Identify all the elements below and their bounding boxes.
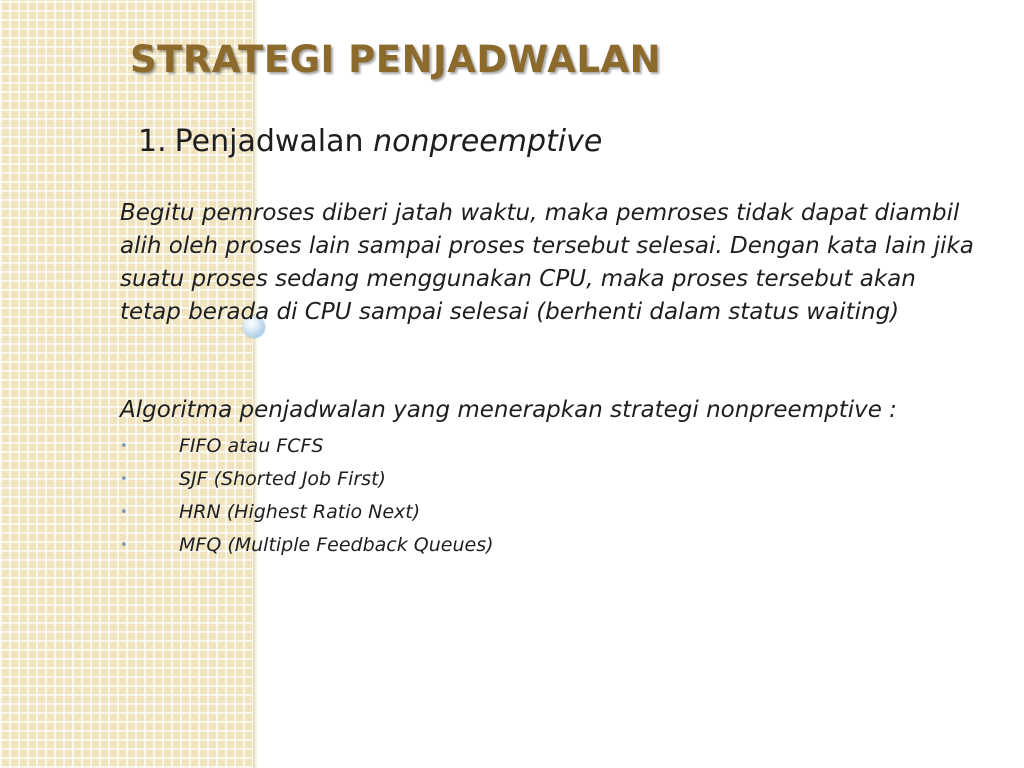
algorithm-label: FIFO atau FCFS xyxy=(179,435,324,457)
algorithm-label: HRN (Highest Ratio Next) xyxy=(179,501,421,523)
subheading-number: 1. xyxy=(138,124,167,159)
subheading-emphasis: nonpreemptive xyxy=(373,124,603,159)
algorithm-label: SJF (Shorted Job First) xyxy=(179,468,386,490)
bullet-icon: • xyxy=(120,538,128,553)
slide-title: STRATEGI PENJADWALAN xyxy=(130,38,662,81)
subheading-text: Penjadwalan xyxy=(174,124,364,159)
description-paragraph: Begitu pemroses diberi jatah waktu, maka pemroses tidak dapat diambil alih oleh proses lain sampai proses tersebut selesai. Dengan kata lain jika suatu proses sedang menggunakan CPU, maka proses tersebut akan tetap berada di CPU sampai selesai (berhenti dalam status waiting) xyxy=(120,200,974,325)
bullet-icon: • xyxy=(120,439,128,454)
algorithm-label: MFQ (Multiple Feedback Queues) xyxy=(179,534,494,556)
subheading xyxy=(138,124,602,159)
algorithm-intro: Algoritma penjadwalan yang menerapkan strategi nonpreemptive : xyxy=(120,397,897,423)
decorative-side-panel xyxy=(0,0,253,768)
side-panel-edge xyxy=(253,0,258,768)
bullet-icon: • xyxy=(120,505,128,520)
bullet-icon: • xyxy=(120,472,128,487)
